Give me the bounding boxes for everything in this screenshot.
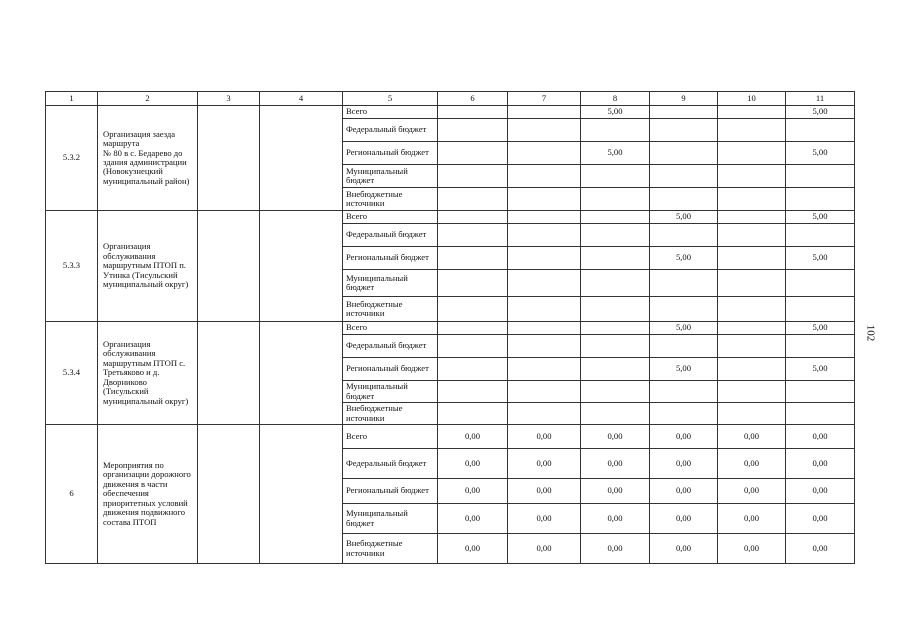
funding-source: Федеральный бюджет (343, 224, 438, 247)
value-cell: 0,00 (438, 479, 508, 504)
value-cell (438, 322, 508, 335)
value-cell (438, 297, 508, 322)
value-cell (508, 247, 581, 270)
value-cell (718, 247, 786, 270)
value-cell: 0,00 (718, 425, 786, 449)
value-cell: 5,00 (581, 142, 650, 165)
value-cell (786, 297, 855, 322)
value-cell: 0,00 (786, 479, 855, 504)
value-cell (718, 335, 786, 358)
value-cell (508, 403, 581, 425)
funding-source: Региональный бюджет (343, 247, 438, 270)
item-name: Организация обслуживания маршрутным ПТОП с. Третьяково и д. Дворниково (Тисульский муниципальный округ) (98, 322, 198, 425)
item-col4 (260, 425, 343, 564)
value-cell: 0,00 (786, 449, 855, 479)
value-cell (718, 322, 786, 335)
item-name: Организация заезда маршрута № 80 в с. Бедарево до здания администрации (Новокузнецкий муниципальный район) (98, 106, 198, 211)
header-cell: 6 (438, 92, 508, 106)
value-cell (718, 297, 786, 322)
value-cell (718, 211, 786, 224)
funding-source: Муниципальный бюджет (343, 165, 438, 188)
item-col3 (198, 425, 260, 564)
value-cell: 5,00 (650, 247, 718, 270)
value-cell (438, 270, 508, 297)
value-cell: 0,00 (508, 504, 581, 534)
value-cell (581, 224, 650, 247)
value-cell: 5,00 (786, 106, 855, 119)
value-cell: 5,00 (786, 358, 855, 381)
value-cell: 0,00 (650, 504, 718, 534)
value-cell: 0,00 (718, 479, 786, 504)
value-cell: 0,00 (650, 534, 718, 564)
value-cell (718, 270, 786, 297)
value-cell (508, 142, 581, 165)
value-cell (718, 106, 786, 119)
value-cell (718, 119, 786, 142)
item-name: Организация обслуживания маршрутным ПТОП п. Утинка (Тисульский муниципальный округ) (98, 211, 198, 322)
value-cell (581, 335, 650, 358)
value-cell (438, 165, 508, 188)
value-cell: 0,00 (650, 425, 718, 449)
value-cell: 0,00 (438, 449, 508, 479)
value-cell: 0,00 (438, 504, 508, 534)
value-cell (438, 142, 508, 165)
value-cell (438, 358, 508, 381)
funding-source: Региональный бюджет (343, 358, 438, 381)
value-cell: 0,00 (581, 504, 650, 534)
item-code: 6 (46, 425, 98, 564)
item-col3 (198, 211, 260, 322)
value-cell (581, 211, 650, 224)
value-cell (650, 119, 718, 142)
value-cell: 0,00 (786, 425, 855, 449)
item-col3 (198, 322, 260, 425)
value-cell: 0,00 (438, 425, 508, 449)
value-cell (508, 322, 581, 335)
item-code: 5.3.2 (46, 106, 98, 211)
value-cell: 5,00 (786, 211, 855, 224)
table-row (46, 322, 855, 335)
value-cell: 5,00 (786, 247, 855, 270)
value-cell: 0,00 (718, 534, 786, 564)
funding-source: Всего (343, 211, 438, 224)
value-cell: 5,00 (581, 106, 650, 119)
value-cell: 0,00 (508, 534, 581, 564)
header-cell: 7 (508, 92, 581, 106)
value-cell (438, 106, 508, 119)
funding-source: Федеральный бюджет (343, 119, 438, 142)
funding-source: Муниципальный бюджет (343, 270, 438, 297)
header-cell: 1 (46, 92, 98, 106)
item-name: Мероприятия по организации дорожного движения в части обеспечения приоритетных условий движения подвижного состава ПТОП (98, 425, 198, 564)
value-cell: 0,00 (581, 425, 650, 449)
value-cell (508, 211, 581, 224)
value-cell (718, 142, 786, 165)
value-cell (718, 358, 786, 381)
funding-source: Федеральный бюджет (343, 335, 438, 358)
funding-source: Всего (343, 425, 438, 449)
header-cell: 5 (343, 92, 438, 106)
value-cell (786, 188, 855, 211)
item-code: 5.3.3 (46, 211, 98, 322)
value-cell: 0,00 (718, 504, 786, 534)
value-cell (581, 322, 650, 335)
item-col4 (260, 322, 343, 425)
value-cell: 0,00 (650, 479, 718, 504)
value-cell (438, 403, 508, 425)
value-cell: 0,00 (438, 534, 508, 564)
value-cell (508, 297, 581, 322)
funding-source: Внебюджетные источники (343, 297, 438, 322)
value-cell (718, 403, 786, 425)
value-cell (786, 403, 855, 425)
value-cell (581, 381, 650, 403)
value-cell (508, 165, 581, 188)
value-cell: 0,00 (581, 449, 650, 479)
header-cell: 2 (98, 92, 198, 106)
value-cell (718, 165, 786, 188)
value-cell (581, 247, 650, 270)
page-number: 102 (864, 324, 877, 342)
value-cell (508, 358, 581, 381)
value-cell (650, 403, 718, 425)
item-code: 5.3.4 (46, 322, 98, 425)
funding-source: Внебюджетные источники (343, 403, 438, 425)
item-col4 (260, 106, 343, 211)
value-cell (581, 270, 650, 297)
value-cell (438, 224, 508, 247)
value-cell (650, 142, 718, 165)
value-cell (650, 335, 718, 358)
header-cell: 8 (581, 92, 650, 106)
value-cell (438, 335, 508, 358)
funding-source: Муниципальный бюджет (343, 381, 438, 403)
value-cell: 0,00 (581, 534, 650, 564)
value-cell: 5,00 (650, 211, 718, 224)
value-cell (786, 335, 855, 358)
value-cell (718, 188, 786, 211)
value-cell: 5,00 (650, 322, 718, 335)
value-cell (718, 381, 786, 403)
header-cell: 10 (718, 92, 786, 106)
item-col4 (260, 211, 343, 322)
value-cell (650, 165, 718, 188)
value-cell (581, 188, 650, 211)
value-cell (508, 119, 581, 142)
value-cell (581, 358, 650, 381)
value-cell (581, 165, 650, 188)
funding-source: Внебюджетные источники (343, 534, 438, 564)
value-cell (786, 165, 855, 188)
value-cell (438, 247, 508, 270)
value-cell: 0,00 (508, 479, 581, 504)
value-cell (786, 224, 855, 247)
value-cell: 0,00 (508, 449, 581, 479)
funding-source: Всего (343, 106, 438, 119)
value-cell (438, 211, 508, 224)
value-cell: 5,00 (786, 322, 855, 335)
value-cell (786, 381, 855, 403)
value-cell (718, 224, 786, 247)
value-cell (650, 297, 718, 322)
value-cell (508, 270, 581, 297)
value-cell (438, 188, 508, 211)
table-row (46, 425, 855, 449)
funding-source: Федеральный бюджет (343, 449, 438, 479)
item-col3 (198, 106, 260, 211)
header-row (46, 92, 855, 106)
value-cell (650, 106, 718, 119)
funding-source: Внебюджетные источники (343, 188, 438, 211)
value-cell: 0,00 (508, 425, 581, 449)
value-cell: 0,00 (786, 504, 855, 534)
table-row (46, 106, 855, 119)
value-cell (650, 188, 718, 211)
value-cell: 5,00 (650, 358, 718, 381)
value-cell: 0,00 (581, 479, 650, 504)
budget-table (45, 91, 855, 564)
header-cell: 11 (786, 92, 855, 106)
value-cell (508, 381, 581, 403)
value-cell (786, 270, 855, 297)
value-cell: 5,00 (786, 142, 855, 165)
value-cell (581, 297, 650, 322)
value-cell (508, 335, 581, 358)
value-cell: 0,00 (718, 449, 786, 479)
funding-source: Всего (343, 322, 438, 335)
header-cell: 4 (260, 92, 343, 106)
value-cell (786, 119, 855, 142)
table-row (46, 211, 855, 224)
funding-source: Муниципальный бюджет (343, 504, 438, 534)
value-cell (508, 188, 581, 211)
value-cell (508, 106, 581, 119)
value-cell: 0,00 (786, 534, 855, 564)
funding-source: Региональный бюджет (343, 142, 438, 165)
value-cell (650, 224, 718, 247)
value-cell (581, 403, 650, 425)
value-cell (581, 119, 650, 142)
header-cell: 9 (650, 92, 718, 106)
header-cell: 3 (198, 92, 260, 106)
funding-source: Региональный бюджет (343, 479, 438, 504)
value-cell (508, 224, 581, 247)
value-cell (650, 270, 718, 297)
value-cell (438, 119, 508, 142)
value-cell (438, 381, 508, 403)
value-cell (650, 381, 718, 403)
value-cell: 0,00 (650, 449, 718, 479)
